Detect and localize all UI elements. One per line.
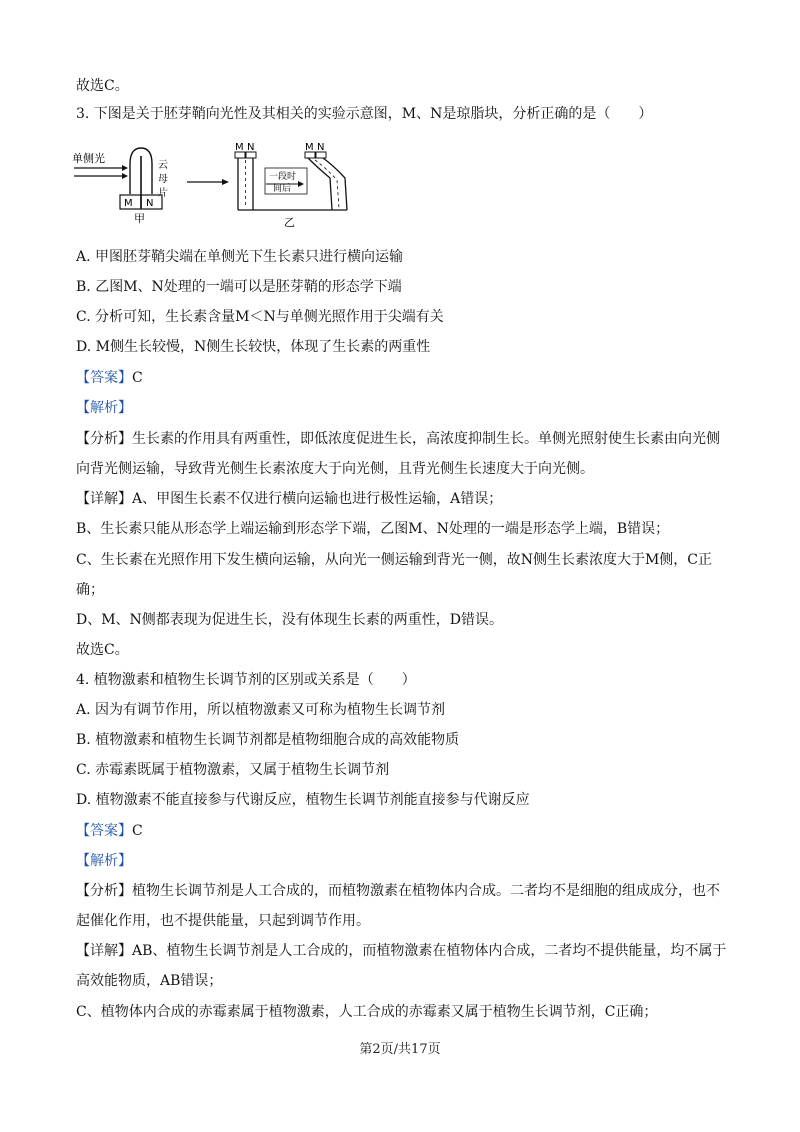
option-d: D. M侧生长较慢，N侧生长较快，体现了生长素的两重性 [76, 339, 431, 355]
xiangjie-tag: 【详解】 [76, 491, 132, 507]
answer-value: C [132, 823, 143, 839]
text-line: C、生长素在光照作用下发生横向运输，从向光一侧运输到背光一侧，故N侧生长素浓度大于M侧，C正 [76, 552, 713, 568]
text-line: 故选C。 [76, 78, 129, 94]
text-line: 起催化作用，也不提供能量，只起到调节作用。 [76, 913, 370, 929]
analysis-heading [76, 398, 132, 418]
n-label-yi: N [247, 142, 255, 153]
light-arrow-2-head [122, 173, 128, 179]
analysis-tag: 【解析】 [76, 400, 132, 416]
bent-stem-midline [315, 160, 339, 208]
option-c: C. 分析可知，生长素含量M＜N与单侧光照作用于尖端有关 [76, 309, 444, 325]
analysis-heading [76, 851, 132, 871]
text-line: C、植物体内合成的赤霉素属于植物激素，人工合成的赤霉素又属于植物生长调节剂，C正确； [76, 1004, 658, 1020]
option-a: A. 因为有调节作用，所以植物激素又可称为植物生长调节剂 [76, 702, 446, 718]
m-label-yi: M [235, 142, 244, 153]
xiangjie-text: AB、植物生长调节剂是人工合成的，而植物激素在植物体内合成，二者均不提供能量，均不属于 [132, 943, 727, 959]
n-label-jia: N [146, 198, 154, 209]
light-arrow-1-head [122, 165, 128, 171]
transfer-arrow-head [222, 179, 229, 185]
answer-line [76, 368, 143, 388]
option-b: B. 植物激素和植物生长调节剂都是植物细胞合成的高效能物质 [76, 732, 460, 748]
question-4-stem: 4. 植物激素和植物生长调节剂的区别或关系是（ ） [76, 672, 416, 688]
time-label-2: 间后 [273, 184, 292, 194]
n-label-yi-2: N [317, 142, 325, 153]
mica-label-3: 片 [158, 188, 168, 199]
text-line: B、生长素只能从形态学上端运输到形态学下端，乙图M、N处理的一端是形态学上端，B错误； [76, 521, 670, 537]
time-arrow-head [298, 181, 304, 187]
yi-label: 乙 [284, 216, 295, 229]
analysis-line [76, 881, 720, 901]
text-line: 故选C。 [76, 642, 129, 658]
light-label: 单侧光 [72, 152, 105, 165]
experiment-figure [72, 138, 362, 230]
analysis-line [76, 429, 720, 449]
bent-stem-left [308, 158, 332, 210]
answer-line [76, 821, 143, 841]
text-line: D、M、N侧都表现为促进生长，没有体现生长素的两重性，D错误。 [76, 612, 504, 628]
option-b: B. 乙图M、N处理的一端可以是胚芽鞘的形态学下端 [76, 279, 402, 295]
xiangjie-text: A、甲图生长素不仅进行横向运输也进行极性运输，A错误； [132, 491, 503, 507]
m-label-yi-2: M [305, 142, 314, 153]
option-c: C. 赤霉素既属于植物激素，又属于植物生长调节剂 [76, 762, 390, 778]
bent-stem-right [323, 158, 347, 210]
option-d: D. 植物激素不能直接参与代谢反应，植物生长调节剂能直接参与代谢反应 [76, 792, 530, 808]
mica-label-2: 母 [158, 174, 168, 185]
page-number: 第2页/共17页 [359, 1042, 441, 1057]
option-a: A. 甲图胚芽鞘尖端在单侧光下生长素只进行横向运输 [76, 249, 404, 265]
question-3-stem: 3. 下图是关于胚芽鞘向光性及其相关的实验示意图，M、N是琼脂块，分析正确的是（ ） [76, 106, 653, 122]
text-line: 确； [76, 582, 104, 598]
jia-label: 甲 [134, 212, 145, 225]
m-label-jia: M [124, 198, 133, 209]
text-line: 高效能物质，AB错误； [76, 973, 223, 989]
fenxi-text: 生长素的作用具有两重性，即低浓度促进生长，高浓度抑制生长。单侧光照射使生长素由向光侧 [132, 431, 720, 447]
detail-line [76, 489, 502, 509]
analysis-tag: 【解析】 [76, 853, 132, 869]
answer-tag: 【答案】 [76, 823, 132, 839]
answer-tag: 【答案】 [76, 370, 132, 386]
detail-line [76, 941, 726, 961]
time-label-1: 一段时 [269, 172, 297, 182]
text-line: 向背光侧运输，导致背光侧生长素浓度大于向光侧，且背光侧生长速度大于向光侧。 [76, 461, 594, 477]
fenxi-text: 植物生长调节剂是人工合成的，而植物激素在植物体内合成。二者均不是细胞的组成成分，也不 [132, 883, 720, 899]
xiangjie-tag: 【详解】 [76, 943, 132, 959]
answer-value: C [132, 370, 143, 386]
mica-label-1: 云 [158, 160, 168, 171]
fenxi-tag: 【分析】 [76, 431, 132, 447]
fenxi-tag: 【分析】 [76, 883, 132, 899]
